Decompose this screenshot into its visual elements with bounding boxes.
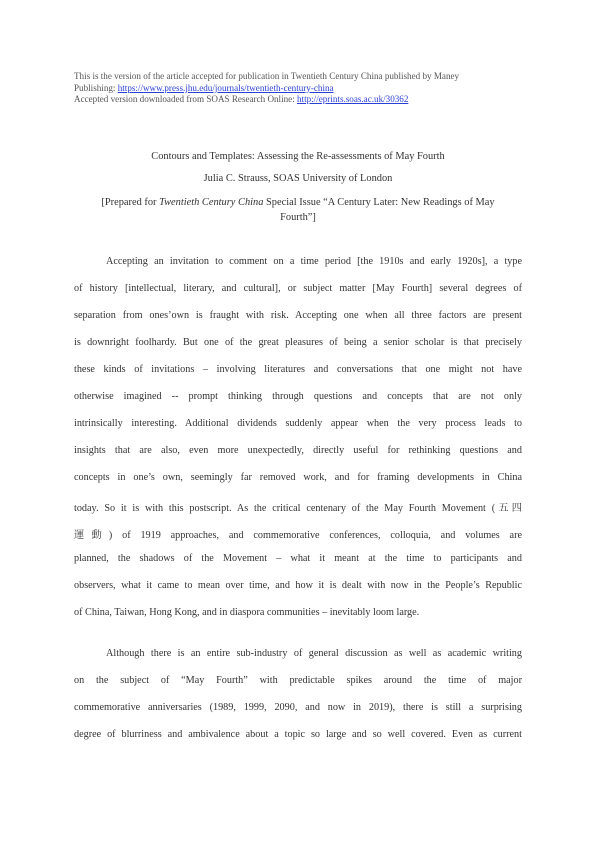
publication-notice [74, 71, 534, 106]
body-line: is downright foolhardy. But one of the great pleasures of being a senior scholar is that precisely [74, 337, 522, 348]
body-line: of history [intellectual, literary, and cultural], or subject matter [May Fourth] several degrees of [74, 283, 522, 294]
prepared-suffix: Special Issue “A Century Later: New Readings of May [263, 197, 495, 208]
prepared-prefix: [Prepared for [101, 197, 160, 208]
body-line: 運動) of 1919 approaches, and commemorative conferences, colloquia, and volumes are [74, 530, 522, 541]
prepared-journal-name: Twentieth Century China [159, 197, 264, 208]
body-line: today. So it is with this postscript. As the critical centenary of the May Fourth Movement (五四 [74, 503, 522, 514]
notice-line-1: This is the version of the article accepted for publication in Twentieth Century China published by Maney [74, 71, 460, 81]
notice-publisher-label: Publishing: [74, 82, 118, 93]
body-line: Accepting an invitation to comment on a time period [the 1910s and early 1920s], a type [106, 256, 522, 267]
eprints-link[interactable]: http://eprints.soas.ac.uk/30362 [297, 94, 409, 105]
body-line: intrinsically interesting. Additional dividends suddenly appear when the very process leads to [74, 418, 522, 429]
body-line: degree of blurriness and ambivalence about a topic so large and so well covered. Even as current [74, 729, 522, 740]
notice-line-3 [74, 94, 534, 106]
prepared-line-2: Fourth”] [280, 212, 316, 223]
body-line: concepts in one’s own, seemingly far removed work, and for framing developments in China [74, 472, 522, 483]
body-line: commemorative anniversaries (1989, 1999, 2090, and now in 2019), there is still a surprising [74, 702, 522, 713]
body-line: insights that are also, even more unexpectedly, directly useful for rethinking questions and [74, 445, 522, 456]
body-line: of China, Taiwan, Hong Kong, and in diaspora communities – inevitably loom large. [74, 607, 420, 618]
journal-link[interactable]: https://www.press.jhu.edu/journals/twentieth-century-china [117, 82, 334, 93]
body-line: observers, what it came to mean over time, and how it is dealt with now in the People’s Republic [74, 580, 522, 591]
body-line: separation from ones’own is fraught with risk. Accepting one when all three factors are present [74, 310, 522, 321]
article-author: Julia C. Strauss, SOAS University of London [203, 173, 393, 184]
article-title: Contours and Templates: Assessing the Re-assessments of May Fourth [151, 151, 445, 162]
prepared-for-note [78, 195, 518, 225]
notice-download-label: Accepted version downloaded from SOAS Research Online: [74, 94, 297, 105]
body-line: Although there is an entire sub-industry of general discussion as well as academic writing [106, 648, 522, 659]
body-line: on the subject of “May Fourth” with predictable spikes around the time of major [74, 675, 522, 686]
body-line: planned, the shadows of the Movement – what it meant at the time to participants and [74, 553, 522, 564]
body-line: these kinds of invitations – involving literatures and conversations that one might not have [74, 364, 522, 375]
notice-line-2 [74, 83, 534, 95]
body-line: otherwise imagined -- prompt thinking through questions and concepts that are not only [74, 391, 522, 402]
